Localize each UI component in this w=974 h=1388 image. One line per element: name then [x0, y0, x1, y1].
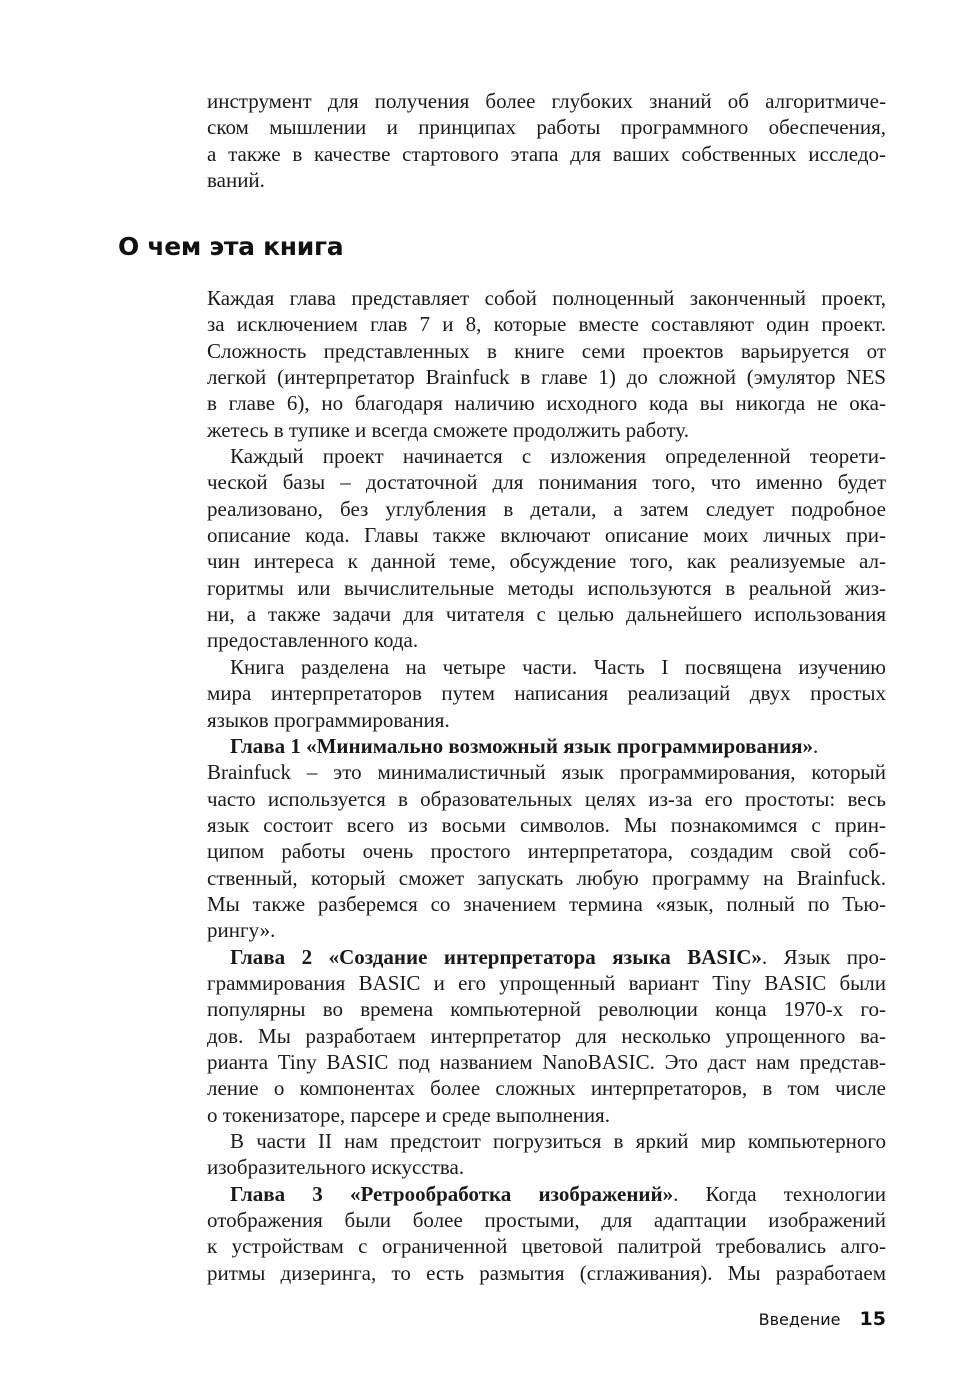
text-line — [207, 1128, 886, 1154]
text-line — [207, 167, 886, 193]
line-text: . Когда технологии — [673, 1181, 886, 1206]
line-text: ском мышлении и принципах работы программного обеспечения, — [207, 115, 886, 140]
line-text: . — [813, 733, 819, 758]
text-line — [207, 838, 886, 864]
text-line — [207, 390, 886, 416]
text-line — [207, 996, 886, 1022]
text-line — [207, 338, 886, 364]
text-line — [207, 654, 886, 680]
paragraph — [207, 1181, 886, 1286]
text-line — [207, 786, 886, 812]
line-text: рианта Tiny BASIC под названием NanoBASIC. Это даст нам представ- — [207, 1049, 886, 1074]
text-line — [207, 1260, 886, 1286]
line-text: ципом работы очень простого интерпретатора, создадим свой соб- — [207, 839, 886, 864]
text-line — [207, 1233, 886, 1259]
line-text: ни, а также задачи для читателя с целью дальнейшего использования — [207, 602, 886, 627]
text-line — [207, 1049, 886, 1075]
line-text: языков программирования. — [207, 707, 450, 732]
line-text: чин интереса к данной теме, обсуждение того, как реализуемые ал- — [207, 549, 886, 574]
line-text: отображения были более простыми, для адаптации изображений — [207, 1208, 886, 1233]
line-text: ственный, который сможет запускать любую программу на Brainfuck. — [207, 865, 886, 890]
chapter-title: Глава 2 «Создание интерпретатора языка BASIC» — [230, 944, 762, 969]
text-line — [207, 970, 886, 996]
line-text: ритмы дизеринга, то есть размытия (сглаживания). Мы разработаем — [207, 1260, 886, 1285]
line-text: рингу». — [207, 918, 276, 943]
line-text: . Язык про- — [761, 944, 886, 969]
running-title: Введение — [758, 1310, 841, 1329]
paragraph — [207, 944, 886, 1128]
text-line — [207, 417, 886, 443]
line-text: легкой (интерпретатор Brainfuck в главе 1) до сложной (эмулятор NES — [207, 365, 886, 390]
text-line — [207, 759, 886, 785]
text-line — [207, 1154, 886, 1180]
line-text: описание кода. Главы также включают описание моих личных при- — [207, 523, 886, 548]
line-text: популярны во времена компьютерной революции конца 1970-х го- — [207, 997, 886, 1022]
text-line — [207, 680, 886, 706]
text-line — [207, 496, 886, 522]
line-text: в главе 6), но благодаря наличию исходного кода вы никогда не ока- — [207, 391, 886, 416]
page-number: 15 — [859, 1308, 886, 1330]
chapter-title: Глава 1 «Минимально возможный язык программирования» — [230, 733, 814, 758]
text-line — [207, 1075, 886, 1101]
paragraph — [207, 285, 886, 443]
paragraph — [207, 654, 886, 733]
line-text: часто используется в образовательных целях из-за его простоты: весь — [207, 786, 886, 811]
line-text: язык состоит всего из восьми символов. Мы познакомимся с прин- — [207, 812, 886, 837]
intro-text — [207, 88, 886, 193]
line-text: Сложность представленных в книге семи проектов варьируется от — [207, 338, 886, 363]
text-line — [207, 443, 886, 469]
chapter-title: Глава 3 «Ретрообработка изображений» — [230, 1181, 674, 1206]
paragraph — [207, 443, 886, 654]
line-text: предоставленного кода. — [207, 628, 419, 653]
paragraph — [207, 733, 886, 944]
text-line — [207, 601, 886, 627]
text-line — [207, 522, 886, 548]
text-line — [207, 865, 886, 891]
text-line — [207, 812, 886, 838]
page-footer — [759, 1308, 886, 1330]
line-text: мира интерпретаторов путем написания реализаций двух простых — [207, 681, 886, 706]
line-text: Каждый проект начинается с изложения определенной теорети- — [230, 444, 886, 469]
line-text: горитмы или вычислительные методы используются в реальной жиз- — [207, 575, 886, 600]
text-line — [207, 1023, 886, 1049]
line-text: дов. Мы разработаем интерпретатор для несколько упрощенного ва- — [207, 1023, 886, 1048]
line-text: В части II нам предстоит погрузиться в яркий мир компьютерного — [230, 1129, 886, 1153]
line-text: Мы также разберемся со значением термина «язык, полный по Тью- — [207, 891, 886, 916]
text-line — [207, 1181, 886, 1207]
line-text: Книга разделена на четыре части. Часть I посвящена изучению — [230, 654, 886, 679]
line-text: реализовано, без углубления в детали, а затем следует подробное — [207, 496, 886, 521]
text-line — [207, 891, 886, 917]
text-line — [207, 1102, 886, 1128]
text-line — [207, 311, 886, 337]
line-text: граммирования BASIC и его упрощенный вариант Tiny BASIC были — [207, 970, 886, 995]
line-text: Каждая глава представляет собой полноценный законченный проект, — [207, 286, 886, 310]
text-line — [207, 707, 886, 733]
paragraph — [207, 88, 886, 193]
text-line — [207, 88, 886, 114]
line-text: ваний. — [207, 168, 265, 193]
section-heading: О чем эта книга — [118, 232, 344, 261]
line-text: а также в качестве стартового этапа для ваших собственных исследо- — [207, 141, 886, 166]
line-text: жетесь в тупике и всегда сможете продолжить работу. — [207, 417, 689, 442]
line-text: о токенизаторе, парсере и среде выполнения. — [207, 1102, 610, 1127]
text-line — [207, 575, 886, 601]
line-text: ческой базы – достаточной для понимания того, что именно будет — [207, 470, 886, 495]
line-text: Brainfuck – это минималистичный язык программирования, который — [207, 760, 886, 785]
line-text: к устройствам с ограниченной цветовой палитрой требовались алго- — [207, 1234, 886, 1259]
text-line — [207, 917, 886, 943]
line-text: инструмент для получения более глубоких знаний об алгоритмиче- — [207, 89, 886, 113]
line-text: ление о компонентах более сложных интерпретаторов, в том числе — [207, 1076, 886, 1101]
text-line — [207, 944, 886, 970]
text-line — [207, 364, 886, 390]
text-line — [207, 141, 886, 167]
line-text: изобразительного искусства. — [207, 1155, 465, 1180]
section-body — [207, 285, 886, 1286]
line-text: за исключением глав 7 и 8, которые вместе составляют один проект. — [207, 312, 886, 337]
text-line — [207, 469, 886, 495]
text-line — [207, 548, 886, 574]
text-line — [207, 114, 886, 140]
text-line — [207, 627, 886, 653]
text-line — [207, 1207, 886, 1233]
text-line — [207, 285, 886, 311]
paragraph — [207, 1128, 886, 1181]
text-line — [207, 733, 886, 759]
